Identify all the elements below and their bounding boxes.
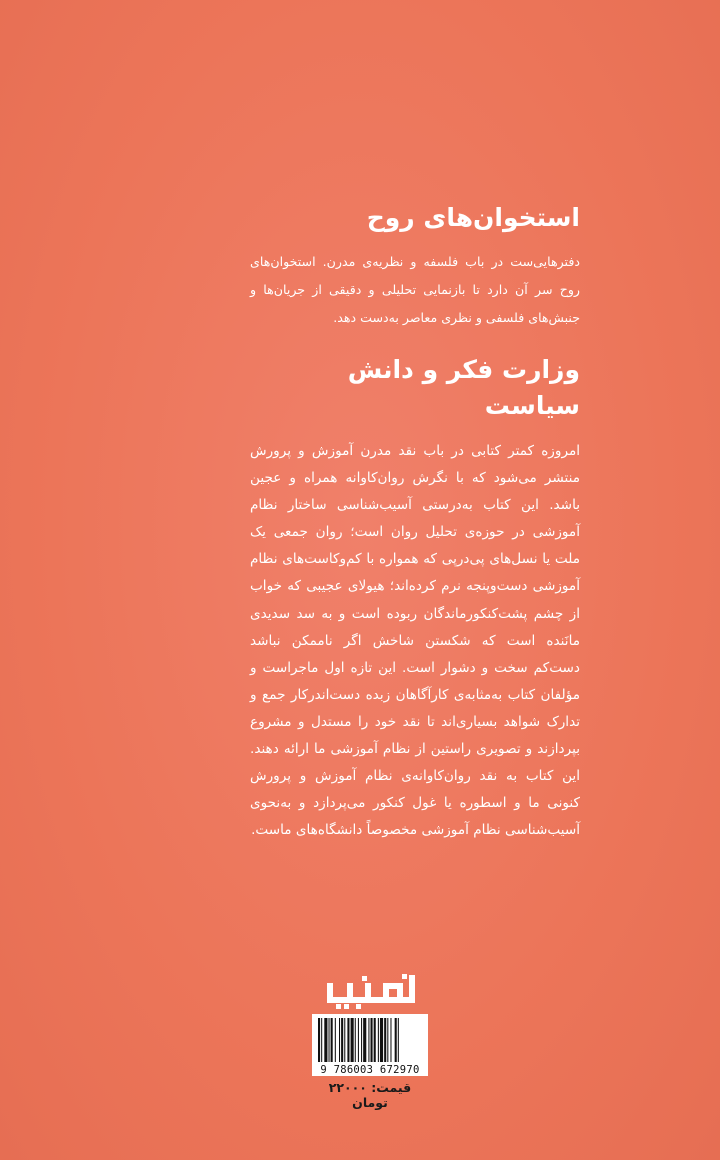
series-description: دفترهایی‌ست در باب فلسفه و نظریه‌ی مدرن. استخوان‌های روح سر آن دارد تا بازنمایی تحلیلی و دقیقی از جریان‌ها و جنبش‌های فلسفی و نظری معاصر به‌دست دهد. — [250, 254, 580, 325]
barcode-icon — [312, 1014, 428, 1064]
price-label: قیمت: ۲۲۰۰۰ تومان — [328, 1080, 412, 1110]
publisher-logo — [316, 968, 426, 1014]
book-blurb: امروزه کمتر کتابی در باب نقد مدرن آموزش و پرورش منتشر می‌شود که با نگرش روان‌کاوانه همراه و عجین باشد. این کتاب به‌درستی آسیب‌شناسی ساختار نظام آموزشی در حوزه‌ی تحلیل روان است؛ روان جمعی یک ملت یا نسل‌های پی‌درپی که همواره با کم‌وکاست‌های نظام آموزشی دست‌وپنجه نرم کرده‌اند؛ هیولای عجیبی که خواب از چشم پشت‌کنکورماندگان ربوده است و به سد سدیدی مانَنده است که شکستن شاخش اگر ناممکن نباشد دست‌کم سخت و دشوار است. این تازه اول ماجراست و مؤلفان کتاب به‌مثابه‌ی کارآگاهان زبده دست‌اندرکار جمع و تدارک شواهد بسیاری‌اند تا نقد خود را مستدل و مشروع بپردازند و تصویری راستین از نظام آموزشی ما ارائه دهند. این کتاب به نقد روان‌کاوانه‌ی نظام آموزش و پرورش کنونی ما و اسطوره یا غول کنکور می‌پردازد و به‌نحوی آسیب‌شناسی نظام آموزشی مخصوصاً دانشگاه‌های ماست. — [250, 443, 580, 839]
book-title: وزارت فکر و دانش سیاست — [347, 355, 580, 420]
isbn-number: 9 786003 672970 — [320, 1064, 420, 1076]
cover-text — [250, 200, 580, 844]
nima-logo-icon — [316, 968, 426, 1014]
series-title: استخوان‌های روح — [366, 203, 580, 232]
